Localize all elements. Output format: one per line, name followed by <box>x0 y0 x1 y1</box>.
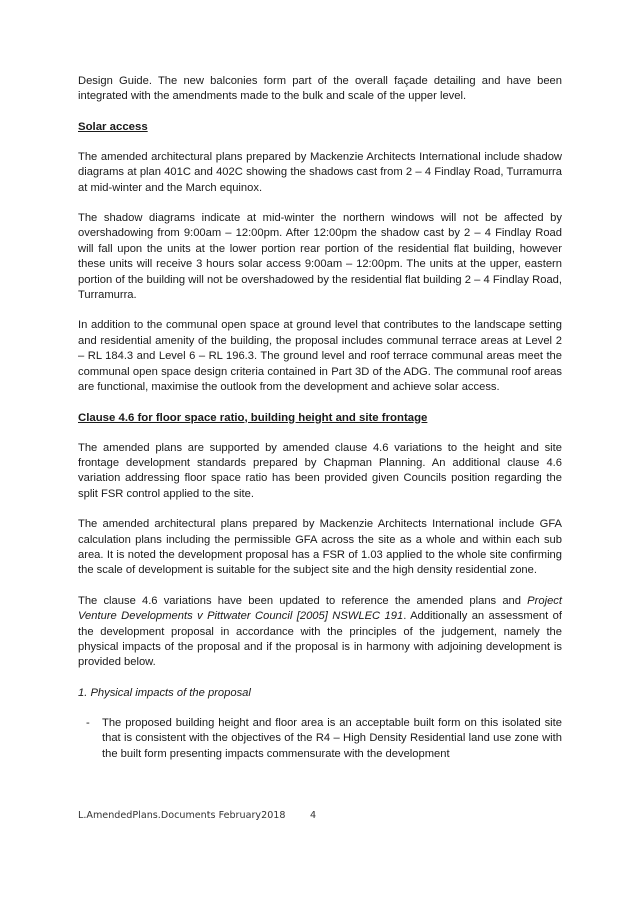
heading-solar-access: Solar access <box>78 120 148 133</box>
paragraph-shadow-analysis: The shadow diagrams indicate at mid-winter the northern windows will not be affected by overshadowing from 9:00am – 12:00pm. After 12:00pm the shadow cast by 2 – 4 Findlay Road will fall upon the units at the lower portion rear portion of the residential flat building, however these units will receive 3 hours solar access 9:00am – 12:00pm. The units at the upper, eastern portion of the building will not be overshadowed by the residential flat building 2 – 4 Findlay Road, Turramurra. <box>78 212 562 302</box>
subheading-physical-impacts: 1. Physical impacts of the proposal <box>78 686 251 699</box>
paragraph-gfa-plans: The amended architectural plans prepared by Mackenzie Architects International include GFA calculation plans including the permissible GFA across the site as a whole and within each sub area. It is noted the development proposal has a FSR of 1.03 applied to the whole site confirming the scale of development is suitable for the subject site and the high density residential zone. <box>78 518 562 577</box>
paragraph-shadow-diagrams: The amended architectural plans prepared by Mackenzie Architects International include shadow diagrams at plan 401C and 402C showing the shadows cast from 2 – 4 Findlay Road, Turramurra at mid-winter and the March equinox. <box>78 150 562 194</box>
paragraph-amended-plans: The amended plans are supported by amended clause 4.6 variations to the height and site frontage development standards prepared by Chapman Planning. An additional clause 4.6 variation addressing floor space ratio has been provided given Councils position regarding the split FSR control applied to the site. <box>78 441 562 500</box>
document-body <box>78 74 562 762</box>
text-span: . Additionally an assessment of the development proposal in accordance with the principles of the judgement, namely the physical impacts of the proposal and if the proposal is in harmony with adjoining development is provided below. <box>78 610 562 669</box>
heading-clause-4-6: Clause 4.6 for floor space ratio, building height and site frontage <box>78 411 428 424</box>
list-item <box>78 716 562 762</box>
footer-document-reference: L.AmendedPlans.Documents February2018 <box>78 810 286 821</box>
page-number: 4 <box>310 810 317 821</box>
paragraph-communal-space: In addition to the communal open space at ground level that contributes to the landscape setting and residential amenity of the building, the proposal includes communal terrace areas at Level 2 – RL 184.3 and Level 6 – RL 196.3. The ground level and roof terrace communal areas meet the communal open space design criteria contained in Part 3D of the ADG. The communal roof areas are functional, maximise the outlook from the development and achieve solar access. <box>78 319 562 394</box>
page-footer <box>78 810 378 821</box>
case-citation: Project Venture Developments v Pittwater Council [2005] NSWLEC 191 <box>78 594 562 623</box>
list-item-text: The proposed building height and floor area is an acceptable built form on this isolated site that is consistent with the objectives of the R4 – High Density Residential land use zone with the built form presenting impacts commensurate with the development <box>102 716 562 760</box>
paragraph-clause-variations <box>78 594 562 671</box>
text-span: The clause 4.6 variations have been updated to reference the amended plans and <box>78 594 528 607</box>
paragraph-intro: Design Guide. The new balconies form part of the overall façade detailing and have been integrated with the amendments made to the bulk and scale of the upper level. <box>78 75 562 103</box>
bullet-dash: - <box>86 716 90 729</box>
